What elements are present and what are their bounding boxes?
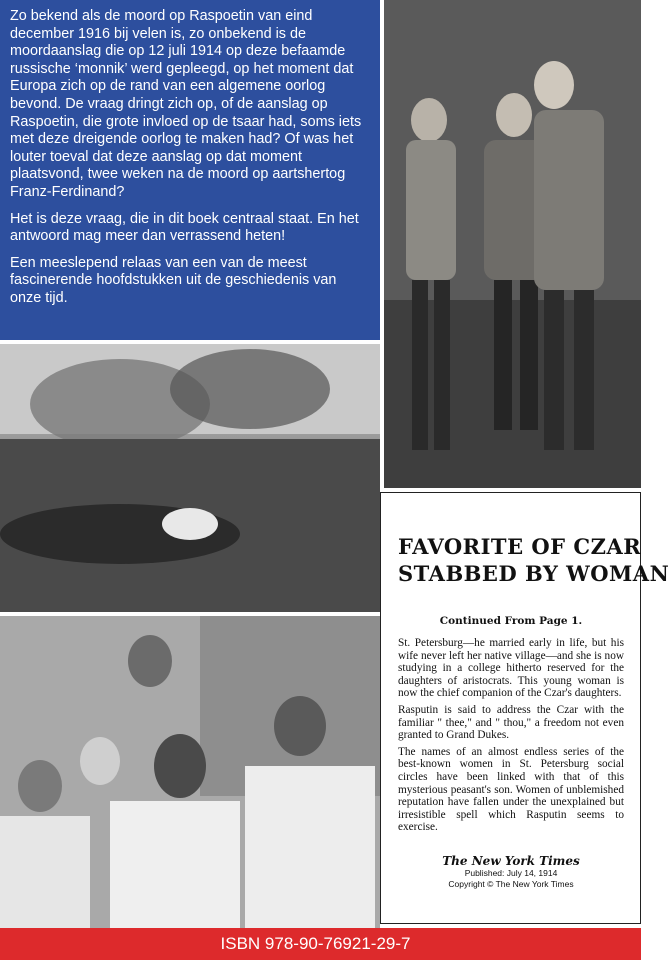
photo-family — [0, 616, 380, 928]
photo-battlefield — [0, 344, 380, 612]
isbn-number: ISBN 978-90-76921-29-7 — [220, 934, 411, 953]
blurb-paragraph: Het is deze vraag, die in dit boek centraal staat. En het antwoord mag meer dan verrassend heten! — [10, 210, 359, 245]
clipping-headline: FAVORITE OF CZAR STABBED BY WOMAN — [398, 534, 669, 586]
nyt-logo: The New York Times — [442, 853, 580, 868]
photo-officers — [384, 0, 641, 488]
blurb-paragraph: Een meeslepend relaas van een van de meest fascinerende hoofdstukken uit de geschiedenis van onze tijd. — [10, 254, 337, 306]
clipping-paragraph: Rasputin is said to address the Czar with the familiar " thee," and " thou," a freedom not even granted to Grand Dukes. — [398, 703, 624, 742]
back-cover-blurb — [0, 0, 380, 340]
clipping-paragraph: The names of an almost endless series of the best-known women in St. Petersburg social circles have been linked with that of this mysterious peasant's son. Women of unblemished reputation have fallen under the unexplained but irresistible spell which Rasputin seems to exercise. — [398, 745, 624, 834]
blurb-paragraph: Zo bekend als de moord op Raspoetin van eind december 1916 bij velen is, zo onbekend is de moordaanslag die op 12 juli 1914 op deze befaamde russische ‘monnik’ werd gepleegd, op het moment dat Europa zich op de rand van een algemene oorlog bevond. De vraag dringt zich op, of de aanslag op Raspoetin, die grote invloed op de tsaar had, soms iets met deze dreigende oorlog te maken had? Of was het louter toeval dat deze aanslag op dat moment plaatsvond, twee weken na de moord op aartshertog Franz-Ferdinand? — [10, 8, 362, 200]
clipping-paragraph: St. Petersburg—he married early in life, but his wife never left her native village—and she is now studying in a college hitherto reserved for the daughters of aristocrats. This young woman is now the chief companion of the Czar's daughters. — [398, 637, 624, 700]
clipping-copyright: Copyright © The New York Times — [448, 878, 574, 889]
isbn-bar — [0, 928, 641, 960]
clipping-published-date: Published: July 14, 1914 — [464, 867, 558, 878]
clipping-continued-note: Continued From Page 1. — [439, 615, 583, 627]
newspaper-clipping — [380, 492, 669, 924]
